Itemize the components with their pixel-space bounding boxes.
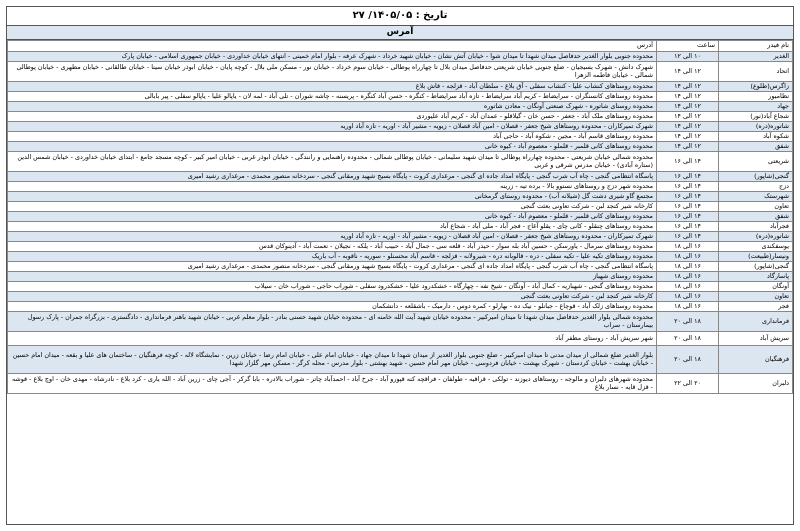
- feeder-name-cell: ونیسار(طبیعت): [719, 252, 793, 262]
- time-cell: ۱۴ الی ۱۶: [657, 192, 719, 202]
- table-row: [8, 52, 793, 62]
- table-row: [8, 312, 793, 332]
- table-row: [8, 192, 793, 202]
- table-row: [8, 302, 793, 312]
- feeder-name-cell: دزج: [719, 182, 793, 192]
- feeder-name-cell: شفق: [719, 142, 793, 152]
- feeder-name-cell: سریش آباد: [719, 332, 793, 346]
- address-cell: محدوده روستاهای کانی قلمبر - قلملو - معصوم آباد - کیوه خانی: [8, 142, 657, 152]
- address-cell: محدوده روستای شاتوره - شهرک صنعتی آونگان - معادن شاتوره: [8, 102, 657, 112]
- address-cell: کارخانه شیر کنجد لبن - شرکت تعاونی بعثت گنجی: [8, 202, 657, 212]
- address-cell: محدوده روستاهای زلک آباد - قوچاغ - جبانلو - نیک ده - بهارلو - کمره دوس - دارمیک - باشقلعه - دانشکمان: [8, 302, 657, 312]
- table-row: [8, 172, 793, 182]
- table-row: [8, 122, 793, 132]
- address-cell: پاسگاه انتظامی گنجی - چاه آب شرب گنجی - پایگاه امداد جاده ای گنجی - مرغداری کروت - پایگاه بسیج شهید ورمقانی گنجی - سردخانه منصور محمدی - مرغداری رشید امیری: [8, 172, 657, 182]
- address-cell: محدوده روستاهای سرمال - یاورسکن - حسین آباد بله سوار - حیدر آباد - قلعه سی - جمال آباد - حبیب آباد - یلکه - نجیلان - نعمت آباد - آدینوکان قدس: [8, 242, 657, 252]
- feeder-name-cell: تعاون: [719, 292, 793, 302]
- region-subtitle: آمرس: [7, 26, 793, 40]
- feeder-name-cell: جهاد: [719, 102, 793, 112]
- time-cell: ۱۴ الی ۱۶: [657, 232, 719, 242]
- address-cell: محدوده روستاهای کنشاب علیا - کنشاب سفلی - آق بلاغ - سلطان آباد - قزلجه - قاش بلاغ: [8, 82, 657, 92]
- table-row: [8, 212, 793, 222]
- table-row: [8, 242, 793, 252]
- time-cell: ۱۴ الی ۱۶: [657, 182, 719, 192]
- time-cell: ۱۶ الی ۱۸: [657, 242, 719, 252]
- table-row: [8, 252, 793, 262]
- time-cell: ۱۶ الی ۱۸: [657, 252, 719, 262]
- feeder-name-cell: آونگان: [719, 282, 793, 292]
- table-row: [8, 232, 793, 242]
- address-cell: شهر سریش آباد - روستای مظفر آباد: [8, 332, 657, 346]
- feeder-name-cell: تعاون: [719, 202, 793, 212]
- address-cell: محدوده شهرهای دلبران و مالوجه - روستاهای دیوزند - تولکی - قراقیه - طولفان - فراقچه کنه قپورو آباد - جرخ آباد - احمدآباد چاتر - شوراب بالادره - بابا گرکر - آجی چای - زرین آباد - الله یاری - کرد بلاغ - نادرشاه - مهدی خان - اوچ بلاغ - قوشه - قزل قایه - نسار بلاغ: [8, 374, 657, 394]
- feeder-name-cell: زاگرس(طلوع): [719, 82, 793, 92]
- time-cell: ۱۲ الی ۱۴: [657, 142, 719, 152]
- table-body: [8, 52, 793, 394]
- time-cell: ۱۲ الی ۱۴: [657, 122, 719, 132]
- feeder-name-cell: فرهنگیان: [719, 346, 793, 374]
- address-cell: محدوده روستاهای تکیه علیا - تکیه سفلی - دره - قالوبانه دره - شیرولانه - قزلجه - قاسم آباد محسنلو - سوریه - ناقوبه - آب باریک: [8, 252, 657, 262]
- feeder-name-cell: فجرآباد: [719, 222, 793, 232]
- time-cell: ۱۴ الی ۱۶: [657, 172, 719, 182]
- time-cell: ۱۸ الی ۲۰: [657, 312, 719, 332]
- table-row: [8, 282, 793, 292]
- table-row: [8, 82, 793, 92]
- table-row: [8, 332, 793, 346]
- time-cell: ۱۴ الی ۱۶: [657, 152, 719, 172]
- address-cell: شهرک تمیرکاران - محدوده روستاهای شیخ جعفر - قصلان - امین آباد قصلان - زیویه - مشیر آباد - اوریه - تازه آباد اوریه: [8, 122, 657, 132]
- column-header-name: نام فیدر: [719, 41, 793, 52]
- address-cell: کارخانه شیر کنجد لبن - شرکت تعاونی بعثت گنجی: [8, 292, 657, 302]
- address-cell: محدوده روستای شهباز: [8, 272, 657, 282]
- feeder-name-cell: یوسفکندی: [719, 242, 793, 252]
- feeder-name-cell: شاتوره(دره): [719, 232, 793, 242]
- feeder-name-cell: شجاع آباد(نور): [719, 112, 793, 122]
- time-cell: ۱۴ الی ۱۶: [657, 212, 719, 222]
- table-row: [8, 132, 793, 142]
- time-cell: ۱۲ الی ۱۴: [657, 92, 719, 102]
- feeder-name-cell: شفق: [719, 212, 793, 222]
- address-cell: پاسگاه انتظامی گنجی - چاه آب شرب گنجی - پایگاه امداد جاده ای گنجی - مرغداری کروت - پایگاه بسیج شهید ورمقانی گنجی - سردخانه منصور محمدی - مرغداری رشید امیری: [8, 262, 657, 272]
- address-cell: محدوده شمالی بلوار الغدیر حدفاصل میدان شهدا تا میدان امیرکبیر - محدوده خیابان شهید آیت الله خامنه ای - محدوده خیابان شهید حسنی بنادر - بلوار معلم غربی - خیابان شهید باهنر فرمانداری - دادگستری - بزرگراه جمران - پارک رسول بیمارستان - سراب: [8, 312, 657, 332]
- table-row: [8, 142, 793, 152]
- address-cell: محدوده شهر دزج و روستاهای نستوو بالا - برده تیه - زرینه: [8, 182, 657, 192]
- feeder-name-cell: نظامیور: [719, 92, 793, 102]
- time-cell: ۱۶ الی ۱۸: [657, 302, 719, 312]
- feeder-name-cell: اتحاد: [719, 62, 793, 82]
- feeder-name-cell: دلبران: [719, 374, 793, 394]
- address-cell: محدوده روستاهای کانی قلمبر - قلملو - معصوم آباد - کیوه خانی: [8, 212, 657, 222]
- feeder-name-cell: شاتوره(دره): [719, 122, 793, 132]
- time-cell: ۱۲ الی ۱۴: [657, 62, 719, 82]
- time-cell: ۱۲ الی ۱۴: [657, 102, 719, 112]
- time-cell: ۱۲ الی ۱۴: [657, 112, 719, 122]
- table-row: [8, 152, 793, 172]
- address-cell: محدوده شمالی خیابان شریعتی - محدوده چهارراه پوطالی تا میدان شهید سلیمانی - خیابان پوطالی شمالی - محدوده راهنمایی و رانندگی - خیابان ابوذر غربی - خیابان امیر کبیر - کوچه مسجد جامع - ابتدای خیابان خداوردی - خیابان شمس الدین (ستاره آبادی) - خیابان مدرس شرقی و غربی: [8, 152, 657, 172]
- address-cell: شهرک تمیرکاران - محدوده روستاهای شیخ جعفر - قصلان - امین آباد قصلان - زیویه - مشیر آباد - اوریه - تازه آباد اوریه: [8, 232, 657, 242]
- address-cell: محدوده روستاهای ملک آباد - جعفر - حسن خان - گیلاقلو - عمدان آباد - کریم آباد علیوردی: [8, 112, 657, 122]
- table-row: [8, 292, 793, 302]
- table-row: [8, 262, 793, 272]
- address-cell: شهرک دانش - شهرک بسیجیان - ضلع جنوبی خیابان شریعتی حدفاصل میدان بلال تا چهارراه پوطالی - خیابان سوم خرداد - خیابان نور - مسکن ملی بلال - کوچه پایان - خیابان ابوذر خیابان سینا - خیابان طالقانی - خیابان مطهری - خیابان پوطالی شمالی - خیابان فاطمه الزهرا: [8, 62, 657, 82]
- page-title: تاریخ : ۱۴۰۵/۰۵/ ۲۷: [7, 7, 793, 26]
- feeder-name-cell: فرمانداری: [719, 312, 793, 332]
- time-cell: ۱۶ الی ۱۸: [657, 272, 719, 282]
- table-row: [8, 92, 793, 102]
- time-cell: ۱۶ الی ۱۸: [657, 292, 719, 302]
- feeder-name-cell: گنجی(شاپور): [719, 172, 793, 182]
- table-row: [8, 202, 793, 212]
- outage-table: [7, 40, 793, 394]
- feeder-name-cell: گنجی(شاپور): [719, 262, 793, 272]
- time-cell: ۱۸ الی ۲۰: [657, 332, 719, 346]
- address-cell: محدوده روستاهای قاسم آباد - مجین - شکوه آباد - حاجی آباد: [8, 132, 657, 142]
- time-cell: ۱۴ الی ۱۶: [657, 222, 719, 232]
- table-row: [8, 272, 793, 282]
- time-cell: ۱۶ الی ۱۸: [657, 282, 719, 292]
- time-cell: ۱۸ الی ۲۰: [657, 346, 719, 374]
- table-row: [8, 182, 793, 192]
- table-row: [8, 222, 793, 232]
- table-row: [8, 374, 793, 394]
- column-header-time: ساعت: [657, 41, 719, 52]
- address-cell: محدوده جنوبی بلوار الغدیر حدفاصل میدان شهدا تا میدان شوا - خیابان آتش نشان - خیابان شهید خرداد - شهرک عرفه - بلوار امام خمینی - انتهای خیابان خداوردی - خیابان جمهوری اسلامی - خیابان پارک: [8, 52, 657, 62]
- table-row: [8, 112, 793, 122]
- address-cell: مجتمع گاو شیری دشت گل (شیلانه آب) - محدوده روستای گرمخانی: [8, 192, 657, 202]
- table-row: [8, 102, 793, 112]
- address-cell: محدوده روستاهای گنجی - شهبازیه - کمال آباد - آونگان - شیخ نفه - چهارگاه - خشکدرود علیا - خشکدرود سفلی - شوراب حاجی - شوراب خان - سیلاب: [8, 282, 657, 292]
- table-row: [8, 346, 793, 374]
- table-header-row: [8, 41, 793, 52]
- address-cell: محدوده روستاهای کانسنگران - سرایضاط - کریم آباد سرایضاط - تازه آباد سرایضاط - کنگره - حسن آباد کنگره - پریسنه - چاشه شوران - تلی آباد - لمه لان - یاپالو علیا - یاپالو سفلی - پیر بابالی: [8, 92, 657, 102]
- address-cell: محدوده روستاهای چنقلو - کانی چای - یقلو آغاج - فجر آباد - ملی آباد - شجاع آباد: [8, 222, 657, 232]
- time-cell: ۱۴ الی ۱۶: [657, 202, 719, 212]
- time-cell: ۲۰ الی ۲۲: [657, 374, 719, 394]
- feeder-name-cell: الغدیر: [719, 52, 793, 62]
- feeder-name-cell: پاسارگاد: [719, 272, 793, 282]
- address-cell: بلوار الغدیر ضلع شمالی از میدان مدنی تا میدان امیرکبیر - ضلع جنوبی بلوار الغدیر از میدان شهدا تا میدان جهاد - خیابان امام علی - خیابان امام رضا - خیابان زرین - نمایشگاه لاله - کوچه فرهنگیان - ساختمان های علیا و بقعه - میدان امام حسین - خیابان بهشت - خیابان کردستان - شهرک بهشت - خیابان فردوسی - خیابان مهر امام حسین - شهید بهشتی - بلوار مدرس - محله کرگر - مسکن مهر گلزار شهدا: [8, 346, 657, 374]
- feeder-name-cell: شریعتی: [719, 152, 793, 172]
- column-header-area: آدرس: [8, 41, 657, 52]
- time-cell: ۱۲ الی ۱۴: [657, 132, 719, 142]
- feeder-name-cell: شهرستک: [719, 192, 793, 202]
- time-cell: ۱۰ الی ۱۲: [657, 52, 719, 62]
- feeder-name-cell: شکوه آباد: [719, 132, 793, 142]
- time-cell: ۱۲ الی ۱۴: [657, 82, 719, 92]
- table-row: [8, 62, 793, 82]
- feeder-name-cell: فجر: [719, 302, 793, 312]
- schedule-sheet: [6, 6, 794, 525]
- time-cell: ۱۶ الی ۱۸: [657, 262, 719, 272]
